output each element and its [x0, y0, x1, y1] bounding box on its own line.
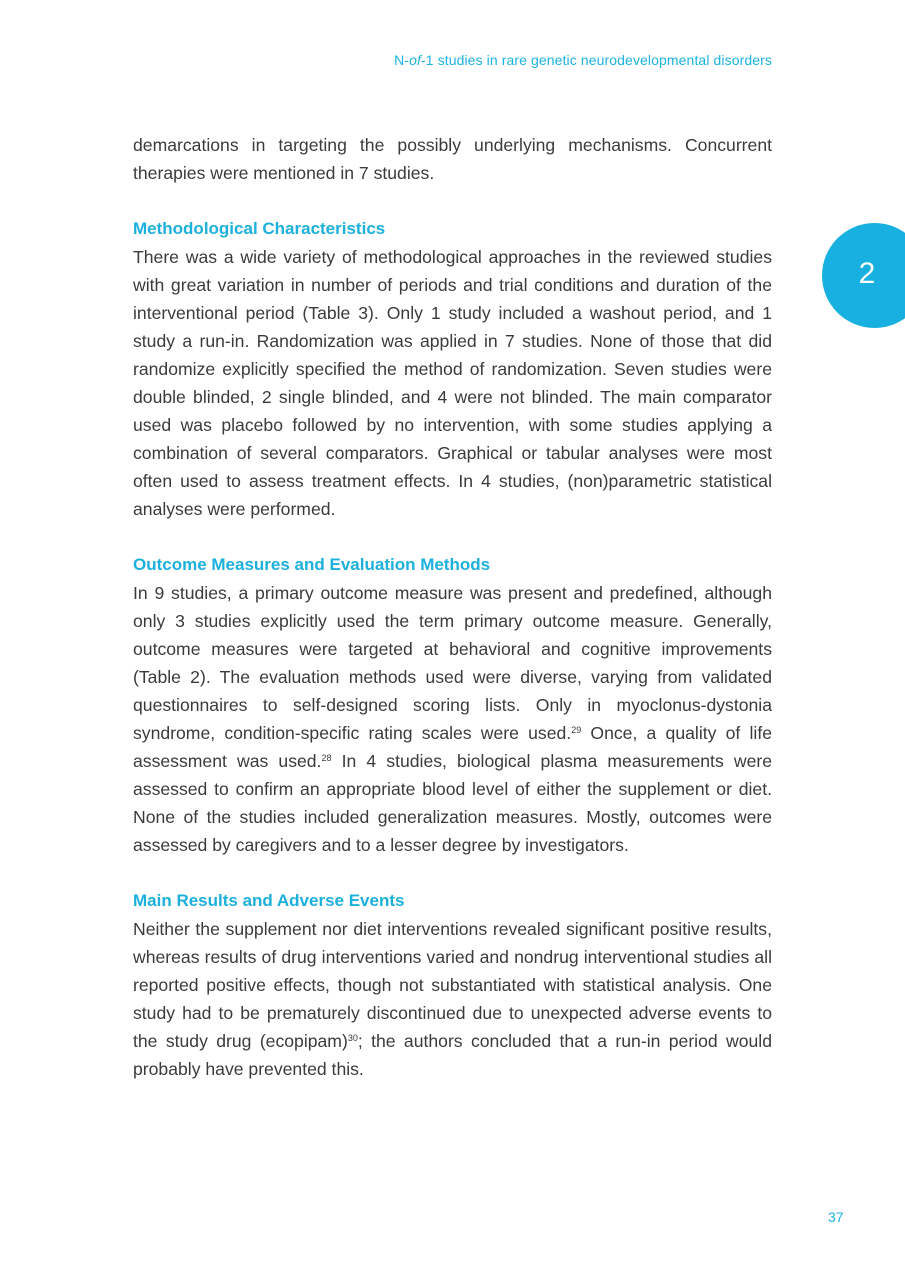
outcome-section [133, 551, 772, 859]
reference-superscript: 30 [347, 1033, 358, 1043]
running-header-prefix: N- [394, 52, 410, 68]
reference-superscript: 29 [571, 725, 582, 735]
running-header-suffix: -1 studies in rare genetic neurodevelopmental disorders [420, 52, 772, 68]
chapter-number: 2 [858, 257, 876, 290]
section-paragraph: There was a wide variety of methodological approaches in the reviewed studies with great variation in number of periods and trial conditions and duration of the interventional period (Table 3). Only 1 study included a washout period, and 1 study a run-in. Randomization was applied in 7 studies. None of those that did randomize explicitly specified the method of randomization. Seven studies were double blinded, 2 single blinded, and 4 were not blinded. The main comparator used was placebo followed by no intervention, with some studies applying a combination of several comparators. Graphical or tabular analyses were most often used to assess treatment effects. In 4 studies, (non)parametric statistical analyses were performed. [133, 247, 772, 519]
section-heading: Outcome Measures and Evaluation Methods [133, 555, 491, 574]
reference-superscript: 28 [321, 753, 332, 763]
page-number: 37 [828, 1209, 844, 1225]
paragraph-text: Neither the supplement nor diet interventions revealed significant positive results, whereas results of drug interventions varied and nondrug interventional studies all reported positive effects, though not substantiated with statistical analysis. One study had to be prematurely discontinued due to unexpected adverse events to the study drug (ecopipam) [133, 919, 772, 1051]
paragraph-text: In 9 studies, a primary outcome measure was present and predefined, although only 3 studies explicitly used the term primary outcome measure. Generally, outcome measures were targeted at behavioral and cognitive improvements (Table 2). The evaluation methods used were diverse, varying from validated questionnaires to self-designed scoring lists. Only in myoclonus-dystonia syndrome, condition-specific rating scales were used. [133, 583, 772, 743]
running-header [394, 52, 772, 68]
section-heading: Methodological Characteristics [133, 219, 386, 238]
section-paragraph [133, 915, 772, 1083]
section-heading: Main Results and Adverse Events [133, 891, 405, 910]
methodological-section [133, 215, 772, 523]
intro-paragraph: demarcations in targeting the possibly underlying mechanisms. Concurrent therapies were mentioned in 7 studies. [133, 135, 772, 183]
section-paragraph [133, 579, 772, 859]
paragraph-text: In 4 studies, biological plasma measurements were assessed to confirm an appropriate blood level of either the supplement or diet. None of the studies included generalization measures. Mostly, outcomes were assessed by caregivers and to a lesser degree by investigators. [133, 751, 772, 855]
running-header-italic: of [409, 52, 421, 68]
results-section [133, 887, 772, 1083]
paragraph-text: Once, a quality of life assessment was used. [133, 723, 772, 771]
body-content [133, 131, 772, 1083]
paragraph-text: ; the authors concluded that a run-in period would probably have prevented this. [133, 1031, 772, 1079]
